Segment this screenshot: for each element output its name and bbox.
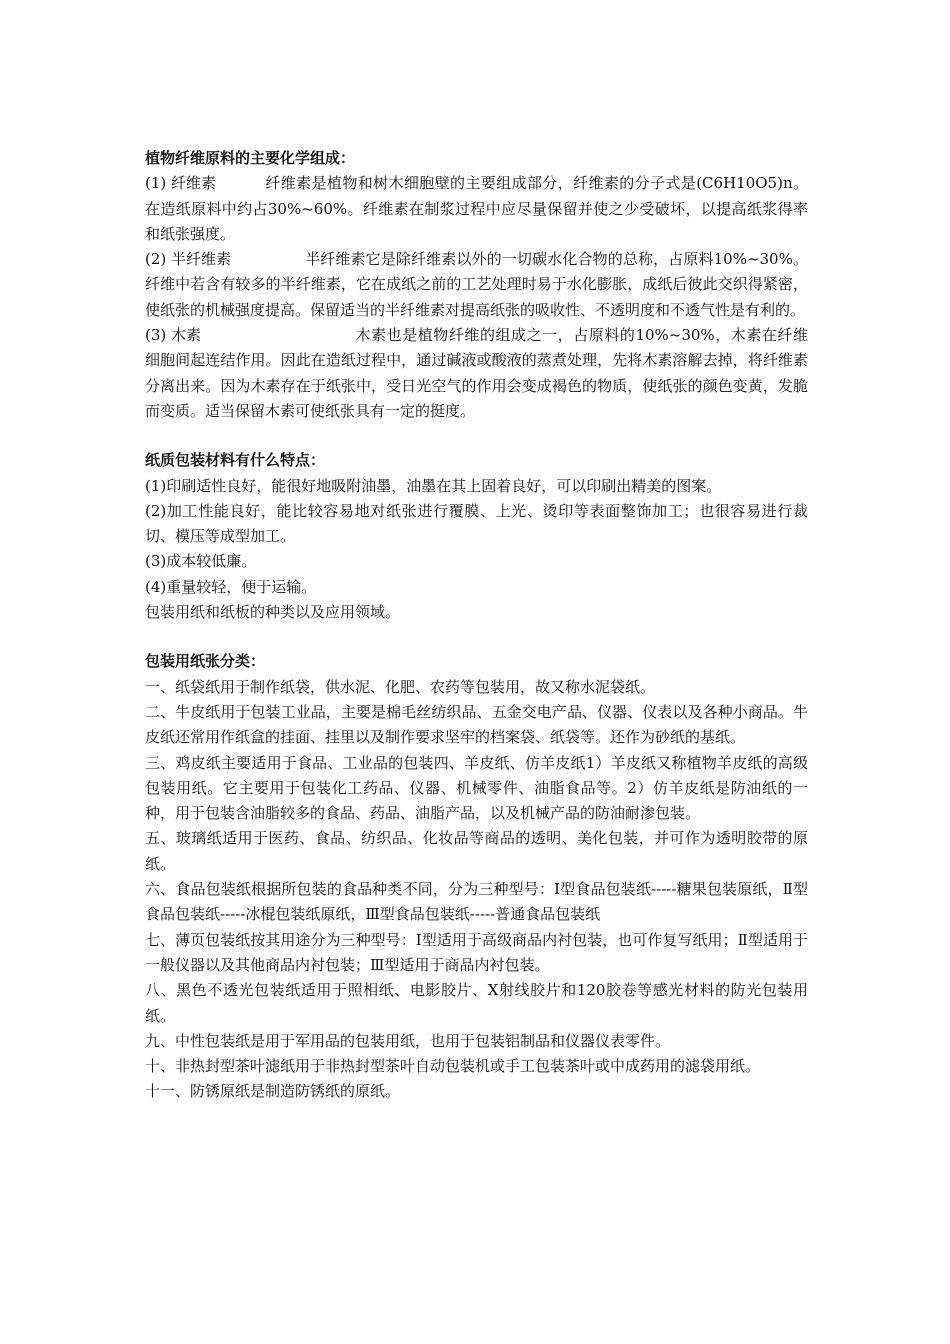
section-paper-features bbox=[145, 448, 808, 625]
definition-hemicellulose: 半纤维素它是除纤维素以外的一切碳水化合物的总称，占原料10%~30%。纤维中若含有较多的半纤维素，它在成纸之前的工艺处理时易于水化膨胀，成纸后彼此交织得紧密，使纸张的机械强度提高。保留适当的半纤维素对提高纸张的吸收性、不透明度和不透气性是有利的。 bbox=[145, 250, 808, 319]
feature-item: (4)重量较轻，便于运输。 bbox=[145, 577, 317, 596]
paper-type-item: 三、鸡皮纸主要适用于食品、工业品的包装四、羊皮纸、仿羊皮纸1）羊皮纸又称植物羊皮纸的高级包装用纸。它主要用于包装化工药品、仪器、机械零件、油脂食品等。2）仿羊皮纸是防油纸的一种，用于包装含油脂较多的食品、药品、油脂产品，以及机械产品的防油耐渗包装。 bbox=[145, 753, 808, 823]
definition-cellulose: 纤维素是植物和树木细胞壁的主要组成部分，纤维素的分子式是(C6H10O5)n。在造纸原料中约占30%~60%。纤维素在制浆过程中应尽量保留并使之少受破坏，以提高纸浆得率和纸张强度。 bbox=[145, 174, 808, 243]
feature-note: 包装用纸和纸板的种类以及应用领域。 bbox=[145, 603, 401, 622]
feature-item: (2)加工性能良好，能比较容易地对纸张进行覆膜、上光、烫印等表面整饰加工；也很容易进行裁切、模压等成型加工。 bbox=[145, 501, 808, 546]
section-heading: 包装用纸张分类： bbox=[145, 652, 266, 671]
paper-type-item: 九、中性包装纸是用于军用品的包装用纸，也用于包装铝制品和仪器仪表零件。 bbox=[145, 1031, 671, 1050]
paper-type-item: 十、非热封型茶叶滤纸用于非热封型茶叶自动包装机或手工包装茶叶或中成药用的滤袋用纸。 bbox=[145, 1057, 761, 1076]
paper-type-item: 五、玻璃纸适用于医药、食品、纺织品、化妆品等商品的透明、美化包装，并可作为透明胶带的原纸。 bbox=[145, 829, 808, 873]
feature-item: (3)成本较低廉。 bbox=[145, 552, 257, 571]
paper-type-item: 六、食品包装纸根据所包装的食品种类不同，分为三种型号：Ⅰ型食品包装纸-----糖果包装原纸，Ⅱ型食品包装纸-----冰棍包装纸原纸，Ⅲ型食品包装纸-----普通食品包装纸 bbox=[145, 880, 808, 924]
paragraph-cellulose bbox=[145, 171, 808, 247]
term-hemicellulose: (2) 半纤维素 bbox=[145, 250, 232, 269]
paragraph-lignin bbox=[145, 323, 808, 424]
paper-type-item: 二、牛皮纸用于包装工业品，主要是棉毛丝纺织品、五金交电产品、仪器、仪表以及各种小商品。牛皮纸还常用作纸盒的挂面、挂里以及制作要求坚牢的档案袋、纸袋等。还作为砂纸的基纸。 bbox=[145, 702, 808, 747]
feature-item: (1)印刷适性良好，能很好地吸附油墨，油墨在其上固着良好，可以印刷出精美的图案。 bbox=[145, 476, 722, 495]
section-heading: 植物纤维原料的主要化学组成： bbox=[145, 149, 356, 167]
section-heading: 纸质包装材料有什么特点： bbox=[145, 451, 326, 470]
term-lignin: (3) 木素 bbox=[145, 326, 202, 345]
definition-lignin: 木素也是植物纤维的组成之一，占原料的10%~30%，木素在纤维细胞间起连结作用。因此在造纸过程中，通过碱液或酸液的蒸煮处理，先将木素溶解去掉，将纤维素分离出来。因为木素存在于纸张中，受日光空气的作用会变成褐色的物质，使纸张的颜色变黄，发脆而变质。适当保留木素可使纸张具有一定的挺度。 bbox=[145, 326, 808, 420]
paper-type-item: 十一、防锈原纸是制造防锈纸的原纸。 bbox=[145, 1082, 401, 1101]
paper-type-item: 七、薄页包装纸按其用途分为三种型号：Ⅰ型适用于高级商品内衬包装，也可作复写纸用；Ⅱ型适用于一般仪器以及其他商品内衬包装；Ⅲ型适用于商品内衬包装。 bbox=[145, 930, 808, 974]
section-packaging-paper-types bbox=[145, 649, 808, 1104]
section-chemical-composition bbox=[145, 146, 808, 424]
paper-type-item: 一、纸袋纸用于制作纸袋，供水泥、化肥、农药等包装用，故又称水泥袋纸。 bbox=[145, 677, 656, 696]
paper-type-item: 八、黑色不透光包装纸适用于照相纸、电影胶片、X射线胶片和120胶卷等感光材料的防光包装用纸。 bbox=[145, 981, 808, 1025]
paragraph-hemicellulose bbox=[145, 247, 808, 323]
document-content bbox=[145, 146, 808, 1105]
term-cellulose: (1) 纤维素 bbox=[145, 174, 217, 193]
